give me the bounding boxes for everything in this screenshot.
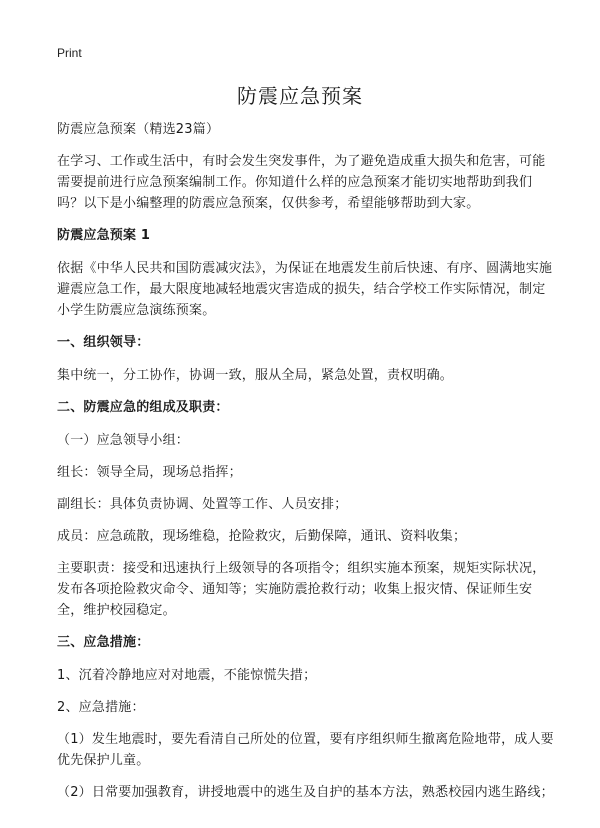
print-link[interactable]: Print <box>57 46 82 60</box>
measure-1: 1、沉着冷静地应对对地震，不能惊慌失措； <box>57 668 317 683</box>
deputy-duty: 副组长：具体负责协调、处置等工作、人员安排； <box>57 497 348 512</box>
members-duty: 成员：应急疏散，现场维稳，抢险救灾，后勤保障，通讯、资料收集； <box>57 529 467 544</box>
sub-measure-1: （1）发生地震时，要先看清自己所处的位置，要有序组织师生撤离危险地带，成人要优先保护儿童。 <box>57 732 554 768</box>
section-1-paragraph: 依据《中华人民共和国防震减灾法》，为保证在地震发生前后快速、有序、圆满地实施避震应急工作，最大限度地减轻地震灾害造成的损失，结合学校工作实际情况，制定小学生防震应急演练预案。 <box>57 261 553 318</box>
main-duty: 主要职责：接受和迅速执行上级领导的各项指令；组织实施本预案，规矩实际状况，发布各项抢险救灾命令、通知等；实施防震抢救行动；收集上报灾情、保证师生安全，维护校园稳定。 <box>57 561 546 618</box>
org-leadership-text: 集中统一，分工协作，协调一致，服从全局，紧急处置，责权明确。 <box>57 368 454 383</box>
measures-heading: 三、应急措施： <box>57 635 150 650</box>
group-label: （一）应急领导小组： <box>57 433 190 448</box>
org-leadership-heading: 一、组织领导： <box>57 335 150 350</box>
document-body <box>57 119 557 814</box>
page-title: 防震应急预案 <box>237 84 363 108</box>
measure-2: 2、应急措施： <box>57 700 145 715</box>
document-subtitle: 防震应急预案（精选23篇） <box>57 122 220 137</box>
leader-duty: 组长：领导全局，现场总指挥； <box>57 465 242 480</box>
section-1-heading: 防震应急预案 1 <box>57 228 151 243</box>
intro-paragraph: 在学习、工作或生活中，有时会发生突发事件，为了避免造成重大损失和危害，可能需要提前进行应急预案编制工作。你知道什么样的应急预案才能切实地帮助到我们吗？以下是小编整理的防震应急预案，仅供参考，希望能够帮助到大家。 <box>57 154 546 211</box>
sub-measure-2: （2）日常要加强教育，讲授地震中的逃生及自护的基本方法，熟悉校园内逃生路线； <box>57 785 554 800</box>
duties-heading: 二、防震应急的组成及职责： <box>57 400 229 415</box>
